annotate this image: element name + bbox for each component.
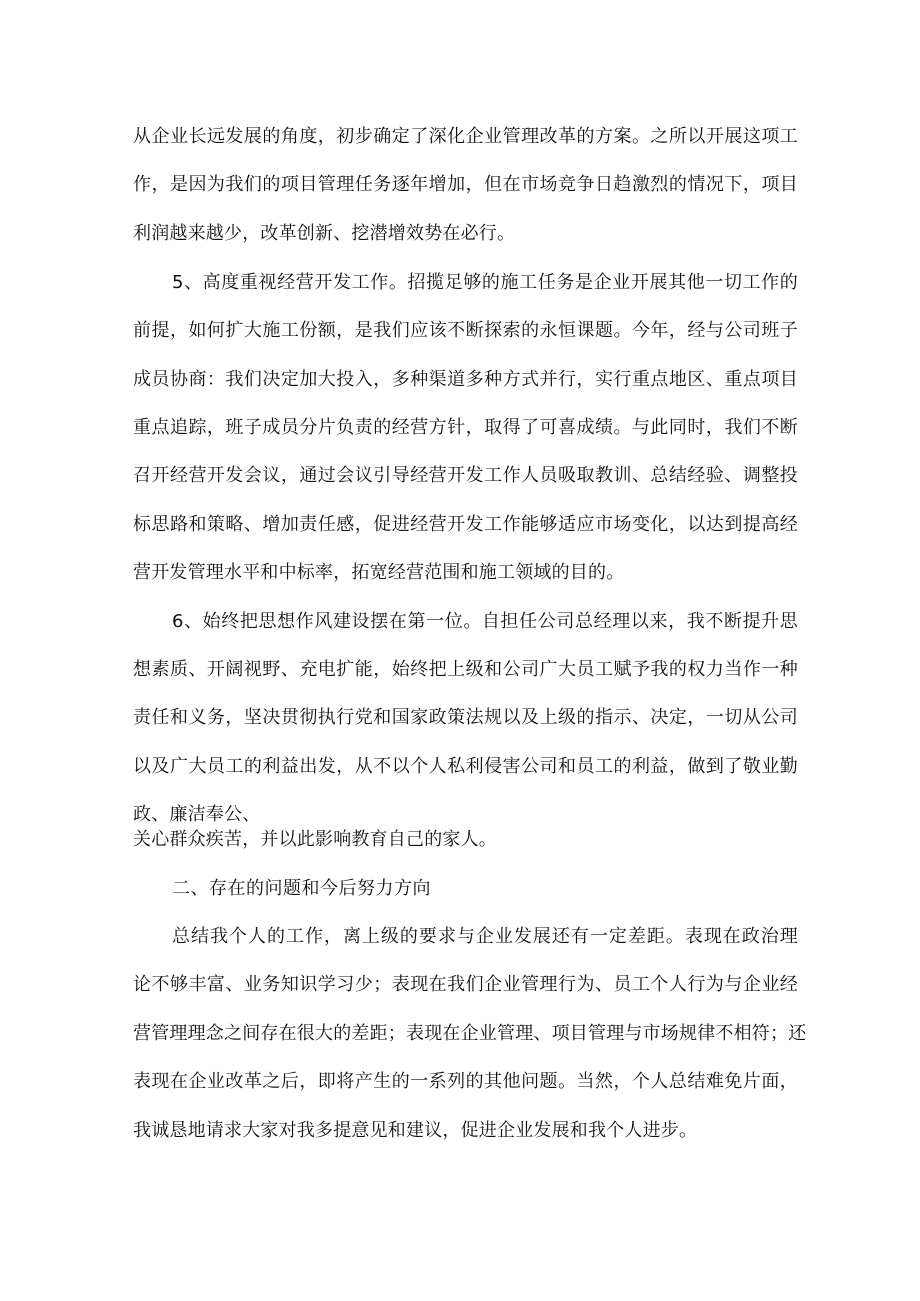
section-heading: 二、存在的问题和今后努力方向 [172, 878, 431, 899]
text-line: 从企业长远发展的角度，初步确定了深化企业管理改革的方案。之所以开展这项工 [133, 126, 798, 147]
text-line: 表现在企业改革之后，即将产生的一系列的其他问题。当然，个人总结难免片面， [133, 1071, 798, 1092]
text-line: 论不够丰富、业务知识学习少；表现在我们企业管理行为、员工个人行为与企业经 [133, 974, 798, 995]
text-line: 以及广大员工的利益出发，从不以个人私利侵害公司和员工的利益，做到了敬业勤 [133, 756, 798, 777]
paragraph-summary-first-line: 总结我个人的工作，离上级的要求与企业发展还有一定差距。表现在政治理 [172, 926, 798, 947]
text-line: 我诚恳地请求大家对我多提意见和建议，促进企业发展和我个人进步。 [133, 1120, 698, 1141]
text-line: 政、廉洁奉公、 [133, 804, 261, 825]
text-line: 利润越来越少，改革创新、挖潜增效势在必行。 [133, 223, 516, 244]
paragraph-5-first-line: 5、高度重视经营开发工作。招揽足够的施工任务是企业开展其他一切工作的 [172, 272, 798, 293]
text-line: 营开发管理水平和中标率，拓宽经营范围和施工领域的目的。 [133, 562, 625, 583]
text-line: 关心群众疾苦，并以此影响教育自己的家人。 [133, 829, 497, 850]
text-line: 召开经营开发会议，通过会议引导经营开发工作人员吸取教训、总结经验、调整投 [133, 465, 798, 486]
text-line: 作，是因为我们的项目管理任务逐年增加，但在市场竞争日趋激烈的情况下，项目 [133, 174, 798, 195]
text-line: 想素质、开阔视野、充电扩能，始终把上级和公司广大员工赋予我的权力当作一种 [133, 659, 798, 680]
text-line: 标思路和策略、增加责任感，促进经营开发工作能够适应市场变化，以达到提高经 [133, 514, 798, 535]
paragraph-6-first-line: 6、始终把思想作风建设摆在第一位。自担任公司总经理以来，我不断提升思 [172, 611, 798, 632]
text-line: 前提，如何扩大施工份额，是我们应该不断探索的永恒课题。今年，经与公司班子 [133, 320, 798, 341]
text-line: 责任和义务，坚决贯彻执行党和国家政策法规以及上级的指示、决定，一切从公司 [133, 707, 798, 728]
text-line: 营管理理念之间存在很大的差距；表现在企业管理、项目管理与市场规律不相符；还 [133, 1023, 807, 1044]
text-line: 成员协商：我们决定加大投入，多种渠道多种方式并行，实行重点地区、重点项目 [133, 369, 798, 390]
text-line: 重点追踪，班子成员分片负责的经营方针，取得了可喜成绩。与此同时，我们不断 [133, 417, 798, 438]
